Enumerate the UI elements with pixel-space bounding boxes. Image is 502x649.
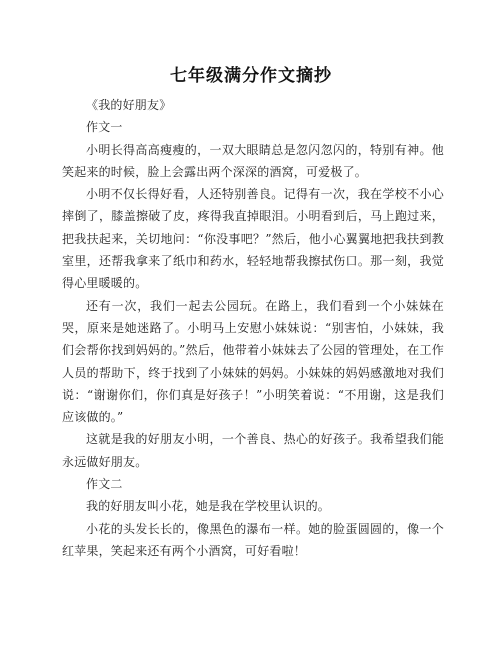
paragraph: 还有一次，我们一起去公园玩。在路上，我们看到一个小妹妹在哭，原来是她迷路了。小明马上安慰小妹妹说：“别害怕，小妹妹，我们会帮你找到妈妈的。”然后，他带着小妹妹去了公园的管理处，在工作人员的帮助下，终于找到了小妹妹的妈妈。小妹妹的妈妈感激地对我们说：“谢谢你们，你们真是好孩子！”小明笑着说：“不用谢，这是我们应该做的。” (62, 298, 444, 425)
essay-heading: 《我的好朋友》 (86, 98, 172, 112)
paragraph: 小明长得高高瘦瘦的，一双大眼睛总是忽闪忽闪的，特别有神。他笑起来的时候，脸上会露出两个深深的酒窝，可爱极了。 (62, 142, 444, 179)
document-body (62, 94, 444, 562)
paragraph: 这就是我的好朋友小明，一个善良、热心的好孩子。我希望我们能永远做好朋友。 (62, 432, 444, 469)
paragraph: 小花的头发长长的，像黑色的瀑布一样。她的脸蛋圆圆的，像一个红苹果，笑起来还有两个小酒窝，可好看啦！ (62, 521, 444, 558)
document-title: 七年级满分作文摘抄 (170, 66, 332, 86)
essay-two-label: 作文二 (86, 477, 123, 492)
paragraph: 小明不仅长得好看，人还特别善良。记得有一次，我在学校不小心摔倒了，膝盖擦破了皮，疼得我直掉眼泪。小明看到后，马上跑过来，把我扶起来，关切地问：“你没事吧？”然后，他小心翼翼地把我扶到教室里，还帮我拿来了纸巾和药水，轻轻地帮我擦拭伤口。那一刻，我觉得心里暖暖的。 (62, 187, 444, 291)
essay-one-label: 作文一 (86, 120, 123, 135)
paragraph: 我的好朋友叫小花，她是我在学校里认识的。 (86, 499, 331, 514)
